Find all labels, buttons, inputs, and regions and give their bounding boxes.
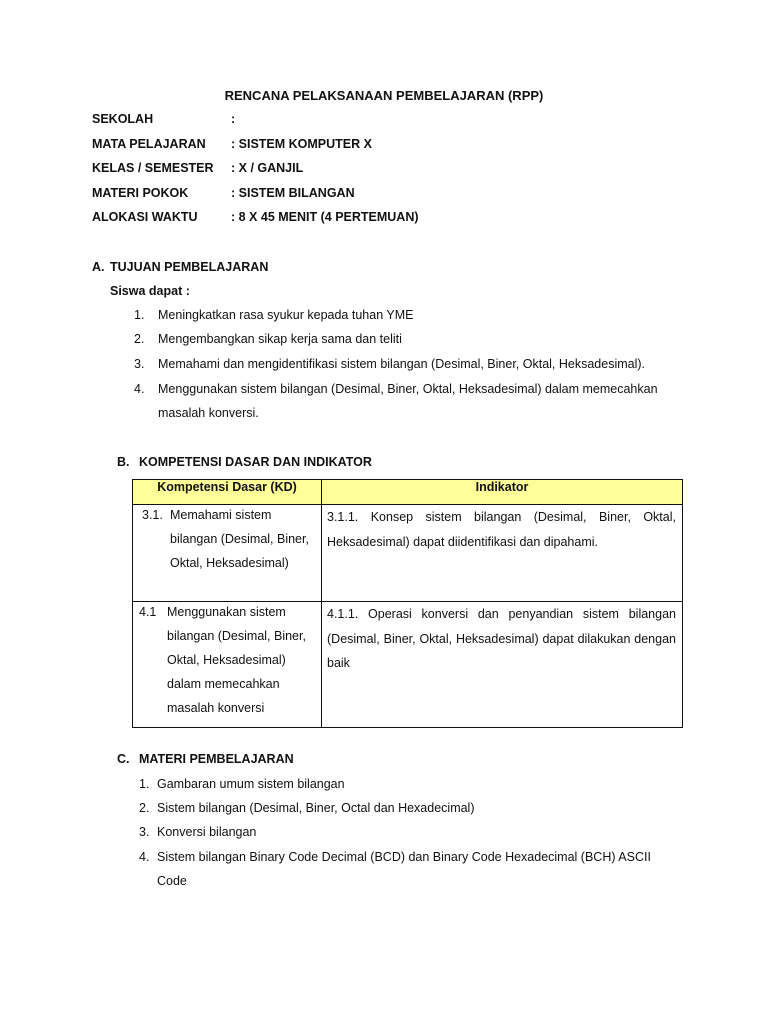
section-a-marker: A. — [92, 260, 105, 274]
kd-text-line: Oktal, Heksadesimal) — [170, 556, 289, 570]
tujuan-item-text-continued: masalah konversi. — [158, 406, 259, 420]
identity-value-sekolah: : — [231, 112, 236, 126]
tujuan-item-text: Mengembangkan sikap kerja sama dan teliti — [158, 332, 402, 346]
materi-item-text: Sistem bilangan Binary Code Decimal (BCD) dan Binary Code Hexadecimal (BCH) ASCII — [157, 850, 651, 864]
table-row — [133, 602, 683, 728]
identity-label-sekolah: SEKOLAH — [92, 112, 154, 126]
kompetensi-table — [132, 479, 683, 728]
identity-value-kelas-semester: : X / GANJIL — [231, 161, 304, 175]
section-a-intro: Siswa dapat : — [110, 284, 190, 298]
materi-item-number: 4. — [139, 850, 150, 864]
table-header-row — [133, 480, 683, 505]
tujuan-item-number: 3. — [134, 357, 145, 371]
kd-text-line: masalah konversi — [167, 701, 265, 715]
kd-cell — [133, 602, 322, 728]
section-c-heading: MATERI PEMBELAJARAN — [139, 752, 294, 766]
kd-text-line: Menggunakan sistem — [167, 605, 286, 619]
materi-item-number: 2. — [139, 801, 150, 815]
indikator-text: 4.1.1. Operasi konversi dan penyandian sistem bilangan (Desimal, Biner, Oktal, Heksadesimal) dapat dilakukan dengan baik — [327, 607, 676, 670]
identity-label-kelas-semester: KELAS / SEMESTER — [92, 161, 214, 175]
kd-text-line: Memahami sistem — [170, 508, 272, 522]
identity-label-materi-pokok: MATERI POKOK — [92, 186, 189, 200]
kd-text-line: dalam memecahkan — [167, 677, 280, 691]
header-kompetensi-dasar: Kompetensi Dasar (KD) — [133, 480, 322, 505]
kd-cell — [133, 505, 322, 602]
materi-item-text: Gambaran umum sistem bilangan — [157, 777, 345, 791]
materi-item-text: Sistem bilangan (Desimal, Biner, Octal dan Hexadecimal) — [157, 801, 475, 815]
identity-label-mata-pelajaran: MATA PELAJARAN — [92, 137, 206, 151]
identity-label-alokasi-waktu: ALOKASI WAKTU — [92, 210, 198, 224]
section-b-marker: B. — [117, 455, 130, 469]
tujuan-item-number: 1. — [134, 308, 145, 322]
identity-value-materi-pokok: : SISTEM BILANGAN — [231, 186, 355, 200]
tujuan-item-number: 4. — [134, 382, 145, 396]
document-title: RENCANA PELAKSANAAN PEMBELAJARAN (RPP) — [224, 88, 544, 103]
kd-number: 3.1. — [142, 508, 163, 522]
header-indikator: Indikator — [322, 480, 683, 505]
section-c-marker: C. — [117, 752, 130, 766]
materi-item-number: 3. — [139, 825, 150, 839]
table-row — [133, 505, 683, 602]
materi-item-number: 1. — [139, 777, 150, 791]
identity-value-alokasi-waktu: : 8 X 45 MENIT (4 PERTEMUAN) — [231, 210, 419, 224]
kd-text-line: Oktal, Heksadesimal) — [167, 653, 286, 667]
kd-number: 4.1 — [139, 605, 157, 619]
tujuan-item-text: Memahami dan mengidentifikasi sistem bilangan (Desimal, Biner, Oktal, Heksadesimal). — [158, 357, 646, 371]
section-b-heading: KOMPETENSI DASAR DAN INDIKATOR — [139, 455, 372, 469]
materi-item-text: Konversi bilangan — [157, 825, 257, 839]
identity-value-mata-pelajaran: : SISTEM KOMPUTER X — [231, 137, 372, 151]
tujuan-item-text: Menggunakan sistem bilangan (Desimal, Biner, Oktal, Heksadesimal) dalam memecahkan — [158, 382, 658, 396]
kd-text-line: bilangan (Desimal, Biner, — [170, 532, 309, 546]
kd-text-line: bilangan (Desimal, Biner, — [167, 629, 306, 643]
section-a-heading: TUJUAN PEMBELAJARAN — [110, 260, 269, 274]
indikator-cell — [322, 602, 683, 728]
indikator-text: 3.1.1. Konsep sistem bilangan (Desimal, Biner, Oktal, Heksadesimal) dapat diidentifikasi dan dipahami. — [327, 510, 676, 549]
materi-item-text-continued: Code — [157, 874, 187, 888]
tujuan-item-text: Meningkatkan rasa syukur kepada tuhan YME — [158, 308, 414, 322]
tujuan-item-number: 2. — [134, 332, 145, 346]
indikator-cell — [322, 505, 683, 602]
